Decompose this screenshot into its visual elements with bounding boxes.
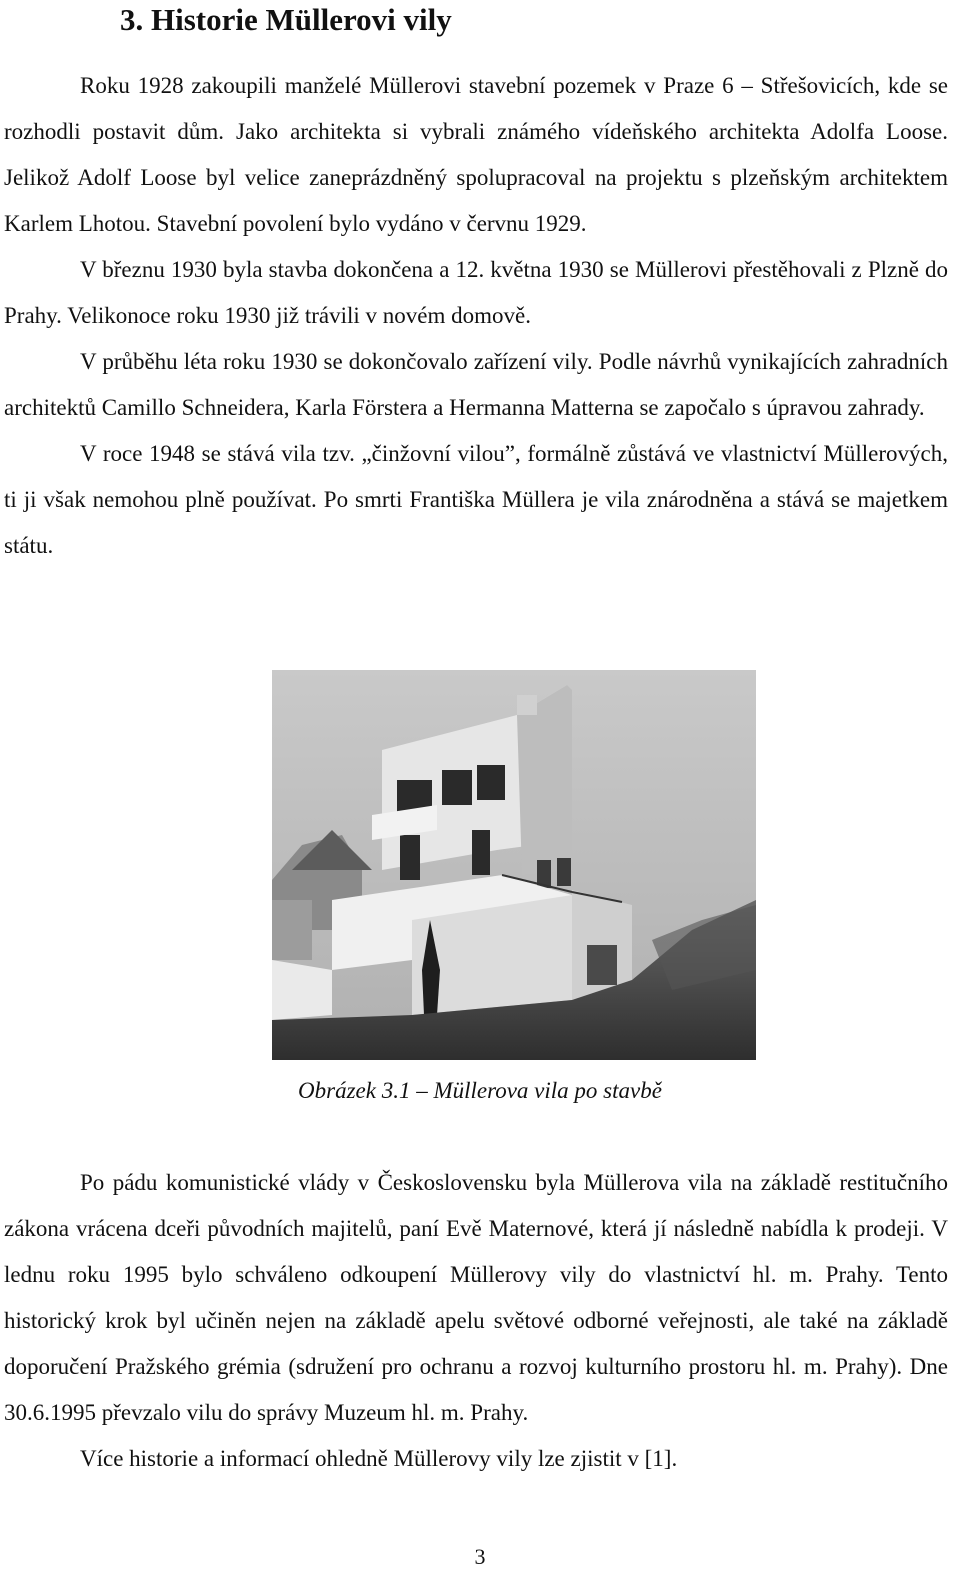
page-number: 3 [474, 1544, 486, 1569]
paragraph-nationalization: V roce 1948 se stává vila tzv. „činžovní vilou”, formálně zůstává ve vlastnictví Müllerových, ti ji však nemohou plně používat. Po smrti Františka Müllera je vila znárodněna a stává se majetkem státu. [4, 441, 948, 558]
figure-caption: Obrázek 3.1 – Müllerova vila po stavbě [298, 1078, 662, 1103]
text-block-top [4, 63, 948, 569]
villa-photo [272, 670, 756, 1060]
text-block-bottom [4, 1160, 948, 1482]
section-heading: 3. Historie Müllerovi vily [120, 2, 452, 37]
paragraph-purchase: Roku 1928 zakoupili manželé Müllerovi stavební pozemek v Praze 6 – Střešovicích, kde se rozhodli postavit dům. Jako architekta si vybrali známého vídeňského architekta Adolfa Loose. Jelikož Adolf Loose byl velice zaneprázdněný spolupracoval na projektu s plzeňským architektem Karlem Lhotou. Stavební povolení bylo vydáno v červnu 1929. [4, 73, 948, 236]
villa-photo-drawing [272, 670, 756, 1060]
paragraph-garden: V průběhu léta roku 1930 se dokončovalo zařízení vily. Podle návrhů vynikajících zahradních architektů Camillo Schneidera, Karla Förstera a Hermanna Matterna se započalo s úpravou zahrady. [4, 349, 948, 420]
paragraph-completion: V březnu 1930 byla stavba dokončena a 12. května 1930 se Müllerovi přestěhovali z Plzně do Prahy. Velikonoce roku 1930 již trávili v novém domově. [4, 257, 948, 328]
paragraph-reference: Více historie a informací ohledně Müllerovy vily lze zjistit v [1]. [80, 1446, 678, 1471]
paragraph-restitution: Po pádu komunistické vlády v Československu byla Müllerova vila na základě restitučního zákona vrácena dceři původních majitelů, paní Evě Maternové, která jí následně nabídla k prodeji. V lednu roku 1995 bylo schváleno odkoupení Müllerovy vily do vlastnictví hl. m. Prahy. Tento historický krok byl učiněn nejen na základě apelu světové odborné veřejnosti, ale také na základě doporučení Pražského grémia (sdružení pro ochranu a rozvoj kulturního prostoru hl. m. Prahy). Dne 30.6.1995 převzalo vilu do správy Muzeum hl. m. Prahy. [4, 1170, 948, 1425]
